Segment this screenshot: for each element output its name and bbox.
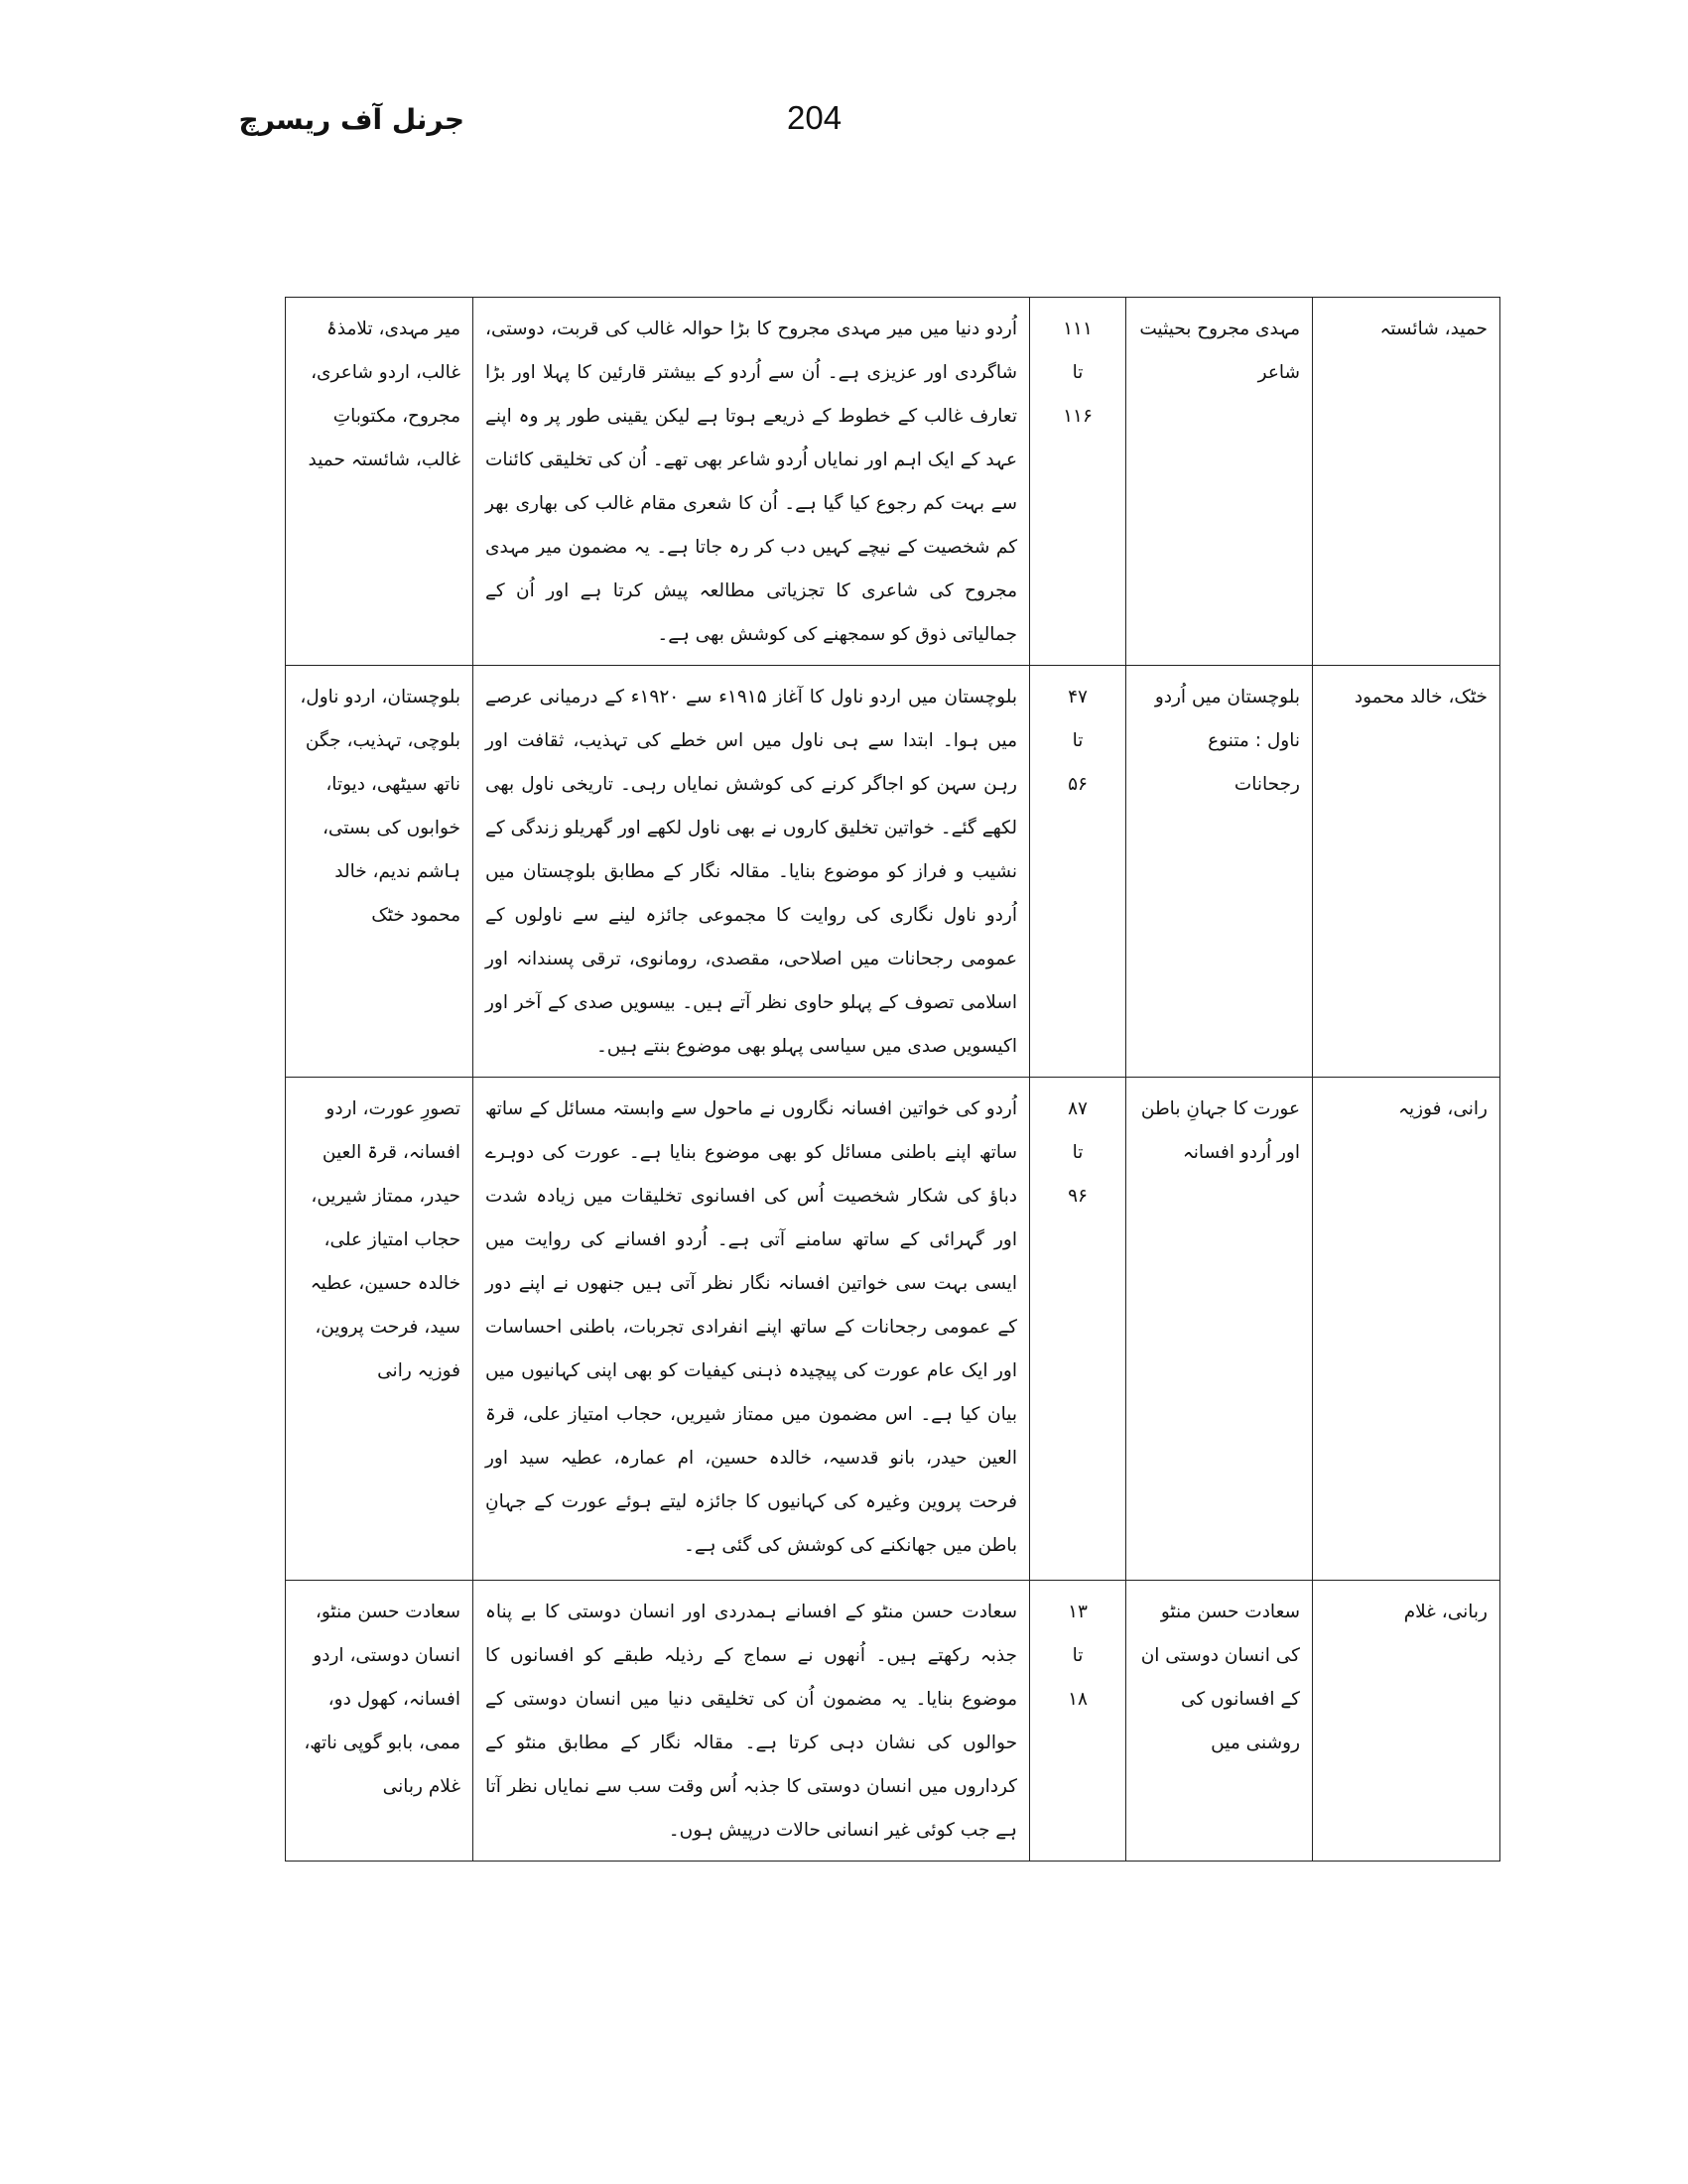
pages-cell xyxy=(1030,666,1126,1078)
page-from: ۱۳ xyxy=(1068,1602,1088,1622)
page-to-word: تا xyxy=(1072,730,1084,751)
abstract-cell: اُردو کی خواتین افسانہ نگاروں نے ماحول سے وابستہ مسائل کے ساتھ ساتھ اپنے باطنی مسائل کو بھی موضوع بنایا ہے۔ عورت کی دوہرے دباؤ کی شکار شخصیت اُس کی افسانوی تخلیقات میں زیادہ شدت اور گہرائی کے ساتھ سامنے آتی ہے۔ اُردو افسانے کی روایت میں ایسی بہت سی خواتین افسانہ نگار نظر آتی ہیں جنھوں نے اپنے دور کے عمومی رجحانات کے ساتھ اپنے انفرادی تجربات، باطنی احساسات اور ایک عام عورت کی پیچیدہ ذہنی کیفیات کو بھی اپنی کہانیوں میں بیان کیا ہے۔ اس مضمون میں ممتاز شیریں، حجاب امتیاز علی، قرۃ العین حیدر، بانو قدسیہ، خالدہ حسین، ام عمارہ، عطیہ سید اور فرحت پروین وغیرہ کی کہانیوں کا جائزہ لیتے ہوئے عورت کے جہانِ باطن میں جھانکنے کی کوشش کی گئی ہے۔ xyxy=(473,1078,1030,1581)
page-from: ۱۱۱ xyxy=(1063,319,1093,339)
author-cell: رانی، فوزیہ xyxy=(1313,1078,1500,1581)
keywords-cell: سعادت حسن منٹو، انسان دوستی، اردو افسانہ، کھول دو، ممی، بابو گوپی ناتھ، غلام ربانی xyxy=(286,1581,473,1862)
records-table xyxy=(285,297,1500,1862)
pages-cell xyxy=(1030,1581,1126,1862)
author-cell: ربانی، غلام xyxy=(1313,1581,1500,1862)
title-cell: مہدی مجروح بحیثیت شاعر xyxy=(1126,298,1313,666)
author-cell: خٹک، خالد محمود xyxy=(1313,666,1500,1078)
keywords-cell: بلوچستان، اردو ناول، بلوچی، تہذیب، جگن ناتھ سیٹھی، دیوتا، خوابوں کی بستی، ہاشم ندیم، خالد محمود خٹک xyxy=(286,666,473,1078)
page-to-word: تا xyxy=(1072,1142,1084,1163)
page-to: ۱۸ xyxy=(1068,1689,1088,1710)
table-row xyxy=(286,666,1500,1078)
title-cell: سعادت حسن منٹو کی انسان دوستی ان کے افسانوں کی روشنی میں xyxy=(1126,1581,1313,1862)
table-row xyxy=(286,1078,1500,1581)
keywords-cell: تصورِ عورت، اردو افسانہ، قرۃ العین حیدر، ممتاز شیریں، حجاب امتیاز علی، خالدہ حسین، عطیہ سید، فرحت پروین، فوزیہ رانی xyxy=(286,1078,473,1581)
page-to: ۹۶ xyxy=(1068,1186,1088,1207)
page-from: ۸۷ xyxy=(1068,1098,1088,1119)
page-number: 204 xyxy=(787,99,843,136)
keywords-cell: میر مہدی، تلامذۂ غالب، اردو شاعری، مجروح، مکتوباتِ غالب، شائستہ حمید xyxy=(286,298,473,666)
page-to-word: تا xyxy=(1072,362,1084,383)
title-cell: بلوچستان میں اُردو ناول : متنوع رجحانات xyxy=(1126,666,1313,1078)
abstract-cell: سعادت حسن منٹو کے افسانے ہمدردی اور انسان دوستی کا بے پناہ جذبہ رکھتے ہیں۔ اُنھوں نے سماج کے رذیلہ طبقے کو افسانوں کا موضوع بنایا۔ یہ مضمون اُن کی تخلیقی دنیا میں انسان دوستی کے حوالوں کی نشان دہی کرتا ہے۔ مقالہ نگار کے مطابق منٹو کے کرداروں میں انسان دوستی کا جذبہ اُس وقت سب سے نمایاں نظر آتا ہے جب کوئی غیر انسانی حالات درپیش ہوں۔ xyxy=(473,1581,1030,1862)
pages-cell xyxy=(1030,1078,1126,1581)
page-from: ۴۷ xyxy=(1068,687,1088,707)
pages-cell xyxy=(1030,298,1126,666)
page-header xyxy=(0,99,1688,159)
page-to: ۱۱۶ xyxy=(1063,406,1093,427)
abstract-cell: اُردو دنیا میں میر مہدی مجروح کا بڑا حوالہ غالب کی قربت، دوستی، شاگردی اور عزیزی ہے۔ اُن سے اُردو کے بیشتر قارئین کا پہلا اور بڑا تعارف غالب کے خطوط کے ذریعے ہوتا ہے لیکن یقینی طور پر وہ اپنے عہد کے ایک اہم اور نمایاں اُردو شاعر بھی تھے۔ اُن کی تخلیقی کائنات سے بہت کم رجوع کیا گیا ہے۔ اُن کا شعری مقام غالب کی بھاری بھر کم شخصیت کے نیچے کہیں دب کر رہ جاتا ہے۔ یہ مضمون میر مہدی مجروح کی شاعری کا تجزیاتی مطالعہ پیش کرتا ہے اور اُن کے جمالیاتی ذوق کو سمجھنے کی کوشش بھی ہے۔ xyxy=(473,298,1030,666)
abstract-cell: بلوچستان میں اردو ناول کا آغاز ۱۹۱۵ء سے ۱۹۲۰ء کے درمیانی عرصے میں ہوا۔ ابتدا سے ہی ناول میں اس خطے کی تہذیب، ثقافت اور رہن سہن کو اجاگر کرنے کی کوشش نمایاں رہی۔ تاریخی ناول بھی لکھے گئے۔ خواتین تخلیق کاروں نے بھی ناول لکھے اور گھریلو زندگی کے نشیب و فراز کو موضوع بنایا۔ مقالہ نگار کے مطابق بلوچستان میں اُردو ناول نگاری کی روایت کا مجموعی جائزہ لینے سے ناولوں کے عمومی رجحانات میں اصلاحی، مقصدی، رومانوی، ترقی پسندانہ اور اسلامی تصوف کے پہلو حاوی نظر آتے ہیں۔ بیسویں صدی کے آخر اور اکیسویں صدی میں سیاسی پہلو بھی موضوع بنتے ہیں۔ xyxy=(473,666,1030,1078)
table-row xyxy=(286,1581,1500,1862)
journal-title: جرنل آف ریسرچ xyxy=(238,103,464,136)
table-row xyxy=(286,298,1500,666)
page-to: ۵۶ xyxy=(1068,774,1088,795)
author-cell: حمید، شائستہ xyxy=(1313,298,1500,666)
page-to-word: تا xyxy=(1072,1645,1084,1666)
title-cell: عورت کا جہانِ باطن اور اُردو افسانہ xyxy=(1126,1078,1313,1581)
